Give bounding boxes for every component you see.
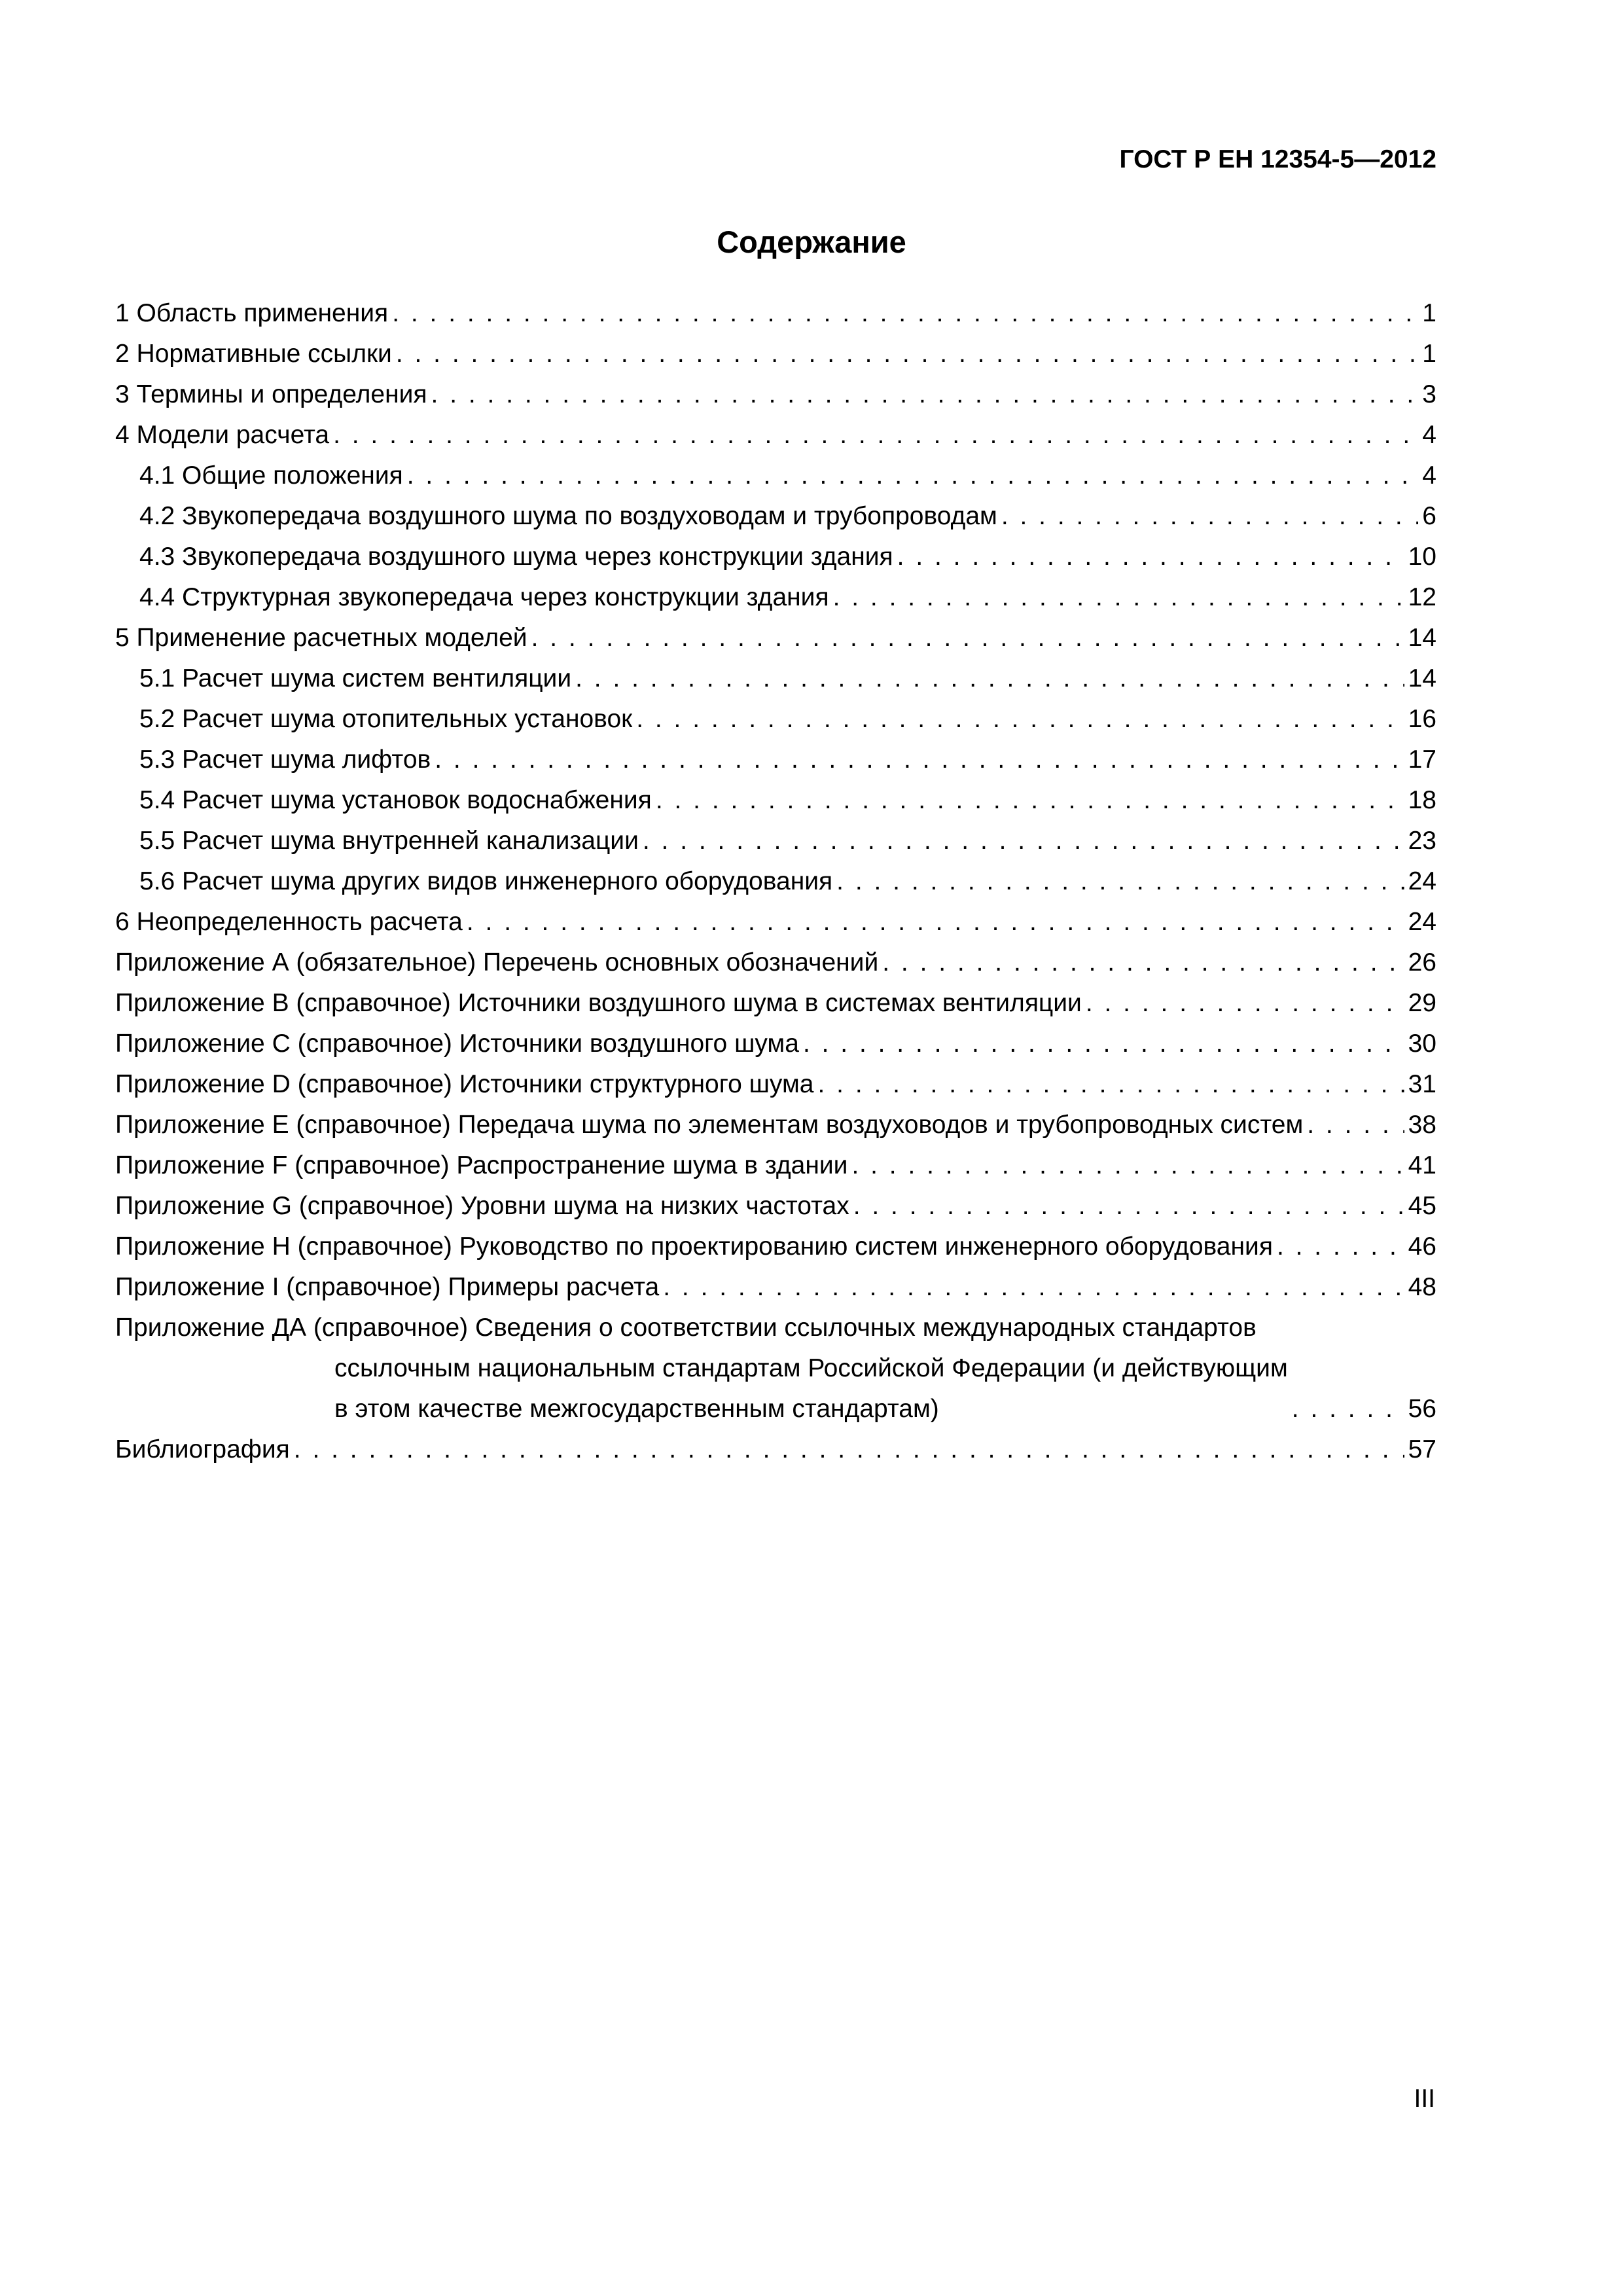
- toc-entry[interactable]: [115, 780, 1436, 821]
- toc-dot-leader: [1086, 983, 1404, 1024]
- toc-entry[interactable]: [115, 1267, 1436, 1308]
- toc-entry-page: 56: [1408, 1395, 1436, 1423]
- toc-entry-label: Приложение ДА (справочное) Сведения о соответствии ссылочных международных стандартов: [115, 1314, 1257, 1342]
- toc-dot-leader: [656, 780, 1404, 821]
- toc-entry-page: 17: [1408, 745, 1436, 774]
- toc-dot-leader: [407, 456, 1419, 496]
- toc-entry[interactable]: [115, 1227, 1436, 1267]
- toc-dot-leader: [643, 821, 1404, 861]
- toc-entry[interactable]: [115, 983, 1436, 1024]
- toc-entry-page: 24: [1408, 908, 1436, 936]
- toc-entry-page: 41: [1408, 1151, 1436, 1179]
- toc-entry-page: 14: [1408, 664, 1436, 692]
- toc-entry-label: Приложение F (справочное) Распространение шума в здании: [115, 1151, 848, 1179]
- toc-dot-leader: [575, 658, 1404, 699]
- toc-entry-page: 30: [1408, 1030, 1436, 1058]
- toc-dot-leader: [636, 699, 1404, 740]
- toc-dot-leader: [1001, 496, 1418, 537]
- toc-entry[interactable]: [115, 618, 1436, 658]
- toc-entry[interactable]: [115, 1105, 1436, 1145]
- toc-dot-leader: [392, 293, 1418, 334]
- toc-entry-page: 31: [1408, 1070, 1436, 1098]
- toc-dot-leader: [333, 415, 1418, 456]
- toc-entry-label: 6 Неопределенность расчета: [115, 908, 463, 936]
- toc-entry-label: 5.5 Расчет шума внутренней канализации: [139, 827, 639, 855]
- toc-entry[interactable]: [115, 1064, 1436, 1105]
- toc-entry-label-block: [115, 1308, 1288, 1429]
- toc-entry-label: 4.4 Структурная звукопередача через конструкции здания: [139, 583, 829, 611]
- toc-entry-page: 6: [1422, 502, 1436, 530]
- toc-entry[interactable]: [115, 861, 1436, 902]
- toc-entry-page: 3: [1422, 380, 1436, 408]
- toc-entry-page: 12: [1408, 583, 1436, 611]
- toc-entry-page: 24: [1408, 867, 1436, 895]
- toc-entry-page: 45: [1408, 1192, 1436, 1220]
- toc-dot-leader: [897, 537, 1404, 577]
- toc-dot-leader: [803, 1024, 1404, 1064]
- toc-entry-label: Приложение D (справочное) Источники структурного шума: [115, 1070, 814, 1098]
- toc-entry-page: 26: [1408, 948, 1436, 977]
- toc-entry-page: 14: [1408, 624, 1436, 652]
- toc-entry[interactable]: [115, 456, 1436, 496]
- toc-entry-label: 3 Термины и определения: [115, 380, 427, 408]
- toc-entry[interactable]: [115, 1024, 1436, 1064]
- toc-dot-leader: [851, 1145, 1404, 1186]
- toc-entry-page: 48: [1408, 1273, 1436, 1301]
- toc-entry[interactable]: [115, 658, 1436, 699]
- toc-dot-leader: [833, 577, 1404, 618]
- toc-entry-label: 1 Область применения: [115, 299, 389, 327]
- toc-entry[interactable]: [115, 740, 1436, 780]
- toc-entry-label: 5 Применение расчетных моделей: [115, 624, 527, 652]
- toc-entry-label: 2 Нормативные ссылки: [115, 340, 392, 368]
- toc-dot-leader: [1292, 1389, 1404, 1429]
- toc-entry[interactable]: [115, 577, 1436, 618]
- toc-entry-label: 5.4 Расчет шума установок водоснабжения: [139, 786, 652, 814]
- toc-entry-label: Приложение А (обязательное) Перечень основных обозначений: [115, 948, 879, 977]
- toc-entry-label: 4.1 Общие положения: [139, 461, 403, 490]
- toc-entry-page: 38: [1408, 1111, 1436, 1139]
- toc-entry[interactable]: [115, 496, 1436, 537]
- toc-entry-label: 4 Модели расчета: [115, 421, 330, 449]
- toc-entry-label: Приложение G (справочное) Уровни шума на низких частотах: [115, 1192, 849, 1220]
- toc-entry-page: 10: [1408, 543, 1436, 571]
- toc-dot-leader: [853, 1186, 1404, 1227]
- toc-dot-leader: [396, 334, 1418, 374]
- toc-dot-leader: [467, 902, 1404, 942]
- toc-dot-leader: [836, 861, 1404, 902]
- toc-entry[interactable]: [115, 942, 1436, 983]
- toc-entry-page: 23: [1408, 827, 1436, 855]
- toc-entry-page: 1: [1422, 299, 1436, 327]
- toc-entry-page: 16: [1408, 705, 1436, 733]
- toc-entry-label: Приложение Е (справочное) Передача шума по элементам воздуховодов и трубопроводных систем: [115, 1111, 1304, 1139]
- toc-entry-label-continuation: в этом качестве межгосударственным стандартам): [334, 1395, 939, 1423]
- toc-entry[interactable]: [115, 1308, 1436, 1429]
- toc-entry-label: 4.3 Звукопередача воздушного шума через конструкции здания: [139, 543, 893, 571]
- toc-entry-label: 5.6 Расчет шума других видов инженерного оборудования: [139, 867, 833, 895]
- toc-entry-page: 46: [1408, 1232, 1436, 1261]
- toc-dot-leader: [882, 942, 1404, 983]
- toc-entry-label: Приложение С (справочное) Источники воздушного шума: [115, 1030, 799, 1058]
- toc-entry-label: Приложение I (справочное) Примеры расчета: [115, 1273, 660, 1301]
- toc-entry[interactable]: [115, 821, 1436, 861]
- toc-entry-label: Приложение Н (справочное) Руководство по проектированию систем инженерного оборудования: [115, 1232, 1273, 1261]
- toc-entry-page: 29: [1408, 989, 1436, 1017]
- toc-entry-page: 18: [1408, 786, 1436, 814]
- toc-entry[interactable]: [115, 537, 1436, 577]
- toc-dot-leader: [431, 374, 1419, 415]
- page-title: Содержание: [717, 224, 906, 259]
- toc-entry[interactable]: [115, 1429, 1436, 1470]
- toc-entry-label-continuation: ссылочным национальным стандартам Российской Федерации (и действующим: [334, 1354, 1288, 1382]
- toc-entry[interactable]: [115, 902, 1436, 942]
- toc-dot-leader: [435, 740, 1404, 780]
- toc-entry-label: 5.1 Расчет шума систем вентиляции: [139, 664, 572, 692]
- toc-entry-label: 5.3 Расчет шума лифтов: [139, 745, 431, 774]
- toc-dot-leader: [1307, 1105, 1404, 1145]
- toc-entry-page: 1: [1422, 340, 1436, 368]
- toc-entry-label: 5.2 Расчет шума отопительных установок: [139, 705, 633, 733]
- toc-entry-page: 4: [1422, 461, 1436, 490]
- toc-entry-label: Библиография: [115, 1435, 290, 1463]
- table-of-contents: [115, 293, 1436, 1470]
- toc-entry[interactable]: [115, 293, 1436, 334]
- toc-dot-leader: [294, 1429, 1404, 1470]
- toc-entry[interactable]: [115, 699, 1436, 740]
- toc-entry-label: Приложение В (справочное) Источники воздушного шума в системах вентиляции: [115, 989, 1082, 1017]
- toc-entry[interactable]: [115, 374, 1436, 415]
- toc-entry-page: 57: [1408, 1435, 1436, 1463]
- page-number: III: [1414, 2085, 1435, 2113]
- toc-entry-page: 4: [1422, 421, 1436, 449]
- toc-dot-leader: [663, 1267, 1404, 1308]
- toc-entry[interactable]: [115, 1145, 1436, 1186]
- toc-dot-leader: [818, 1064, 1404, 1105]
- toc-entry[interactable]: [115, 334, 1436, 374]
- toc-entry-label: 4.2 Звукопередача воздушного шума по воздуховодам и трубопроводам: [139, 502, 997, 530]
- toc-entry[interactable]: [115, 415, 1436, 456]
- toc-dot-leader: [1277, 1227, 1404, 1267]
- toc-dot-leader: [531, 618, 1404, 658]
- toc-entry[interactable]: [115, 1186, 1436, 1227]
- document-code: ГОСТ Р ЕН 12354-5—2012: [1119, 145, 1436, 173]
